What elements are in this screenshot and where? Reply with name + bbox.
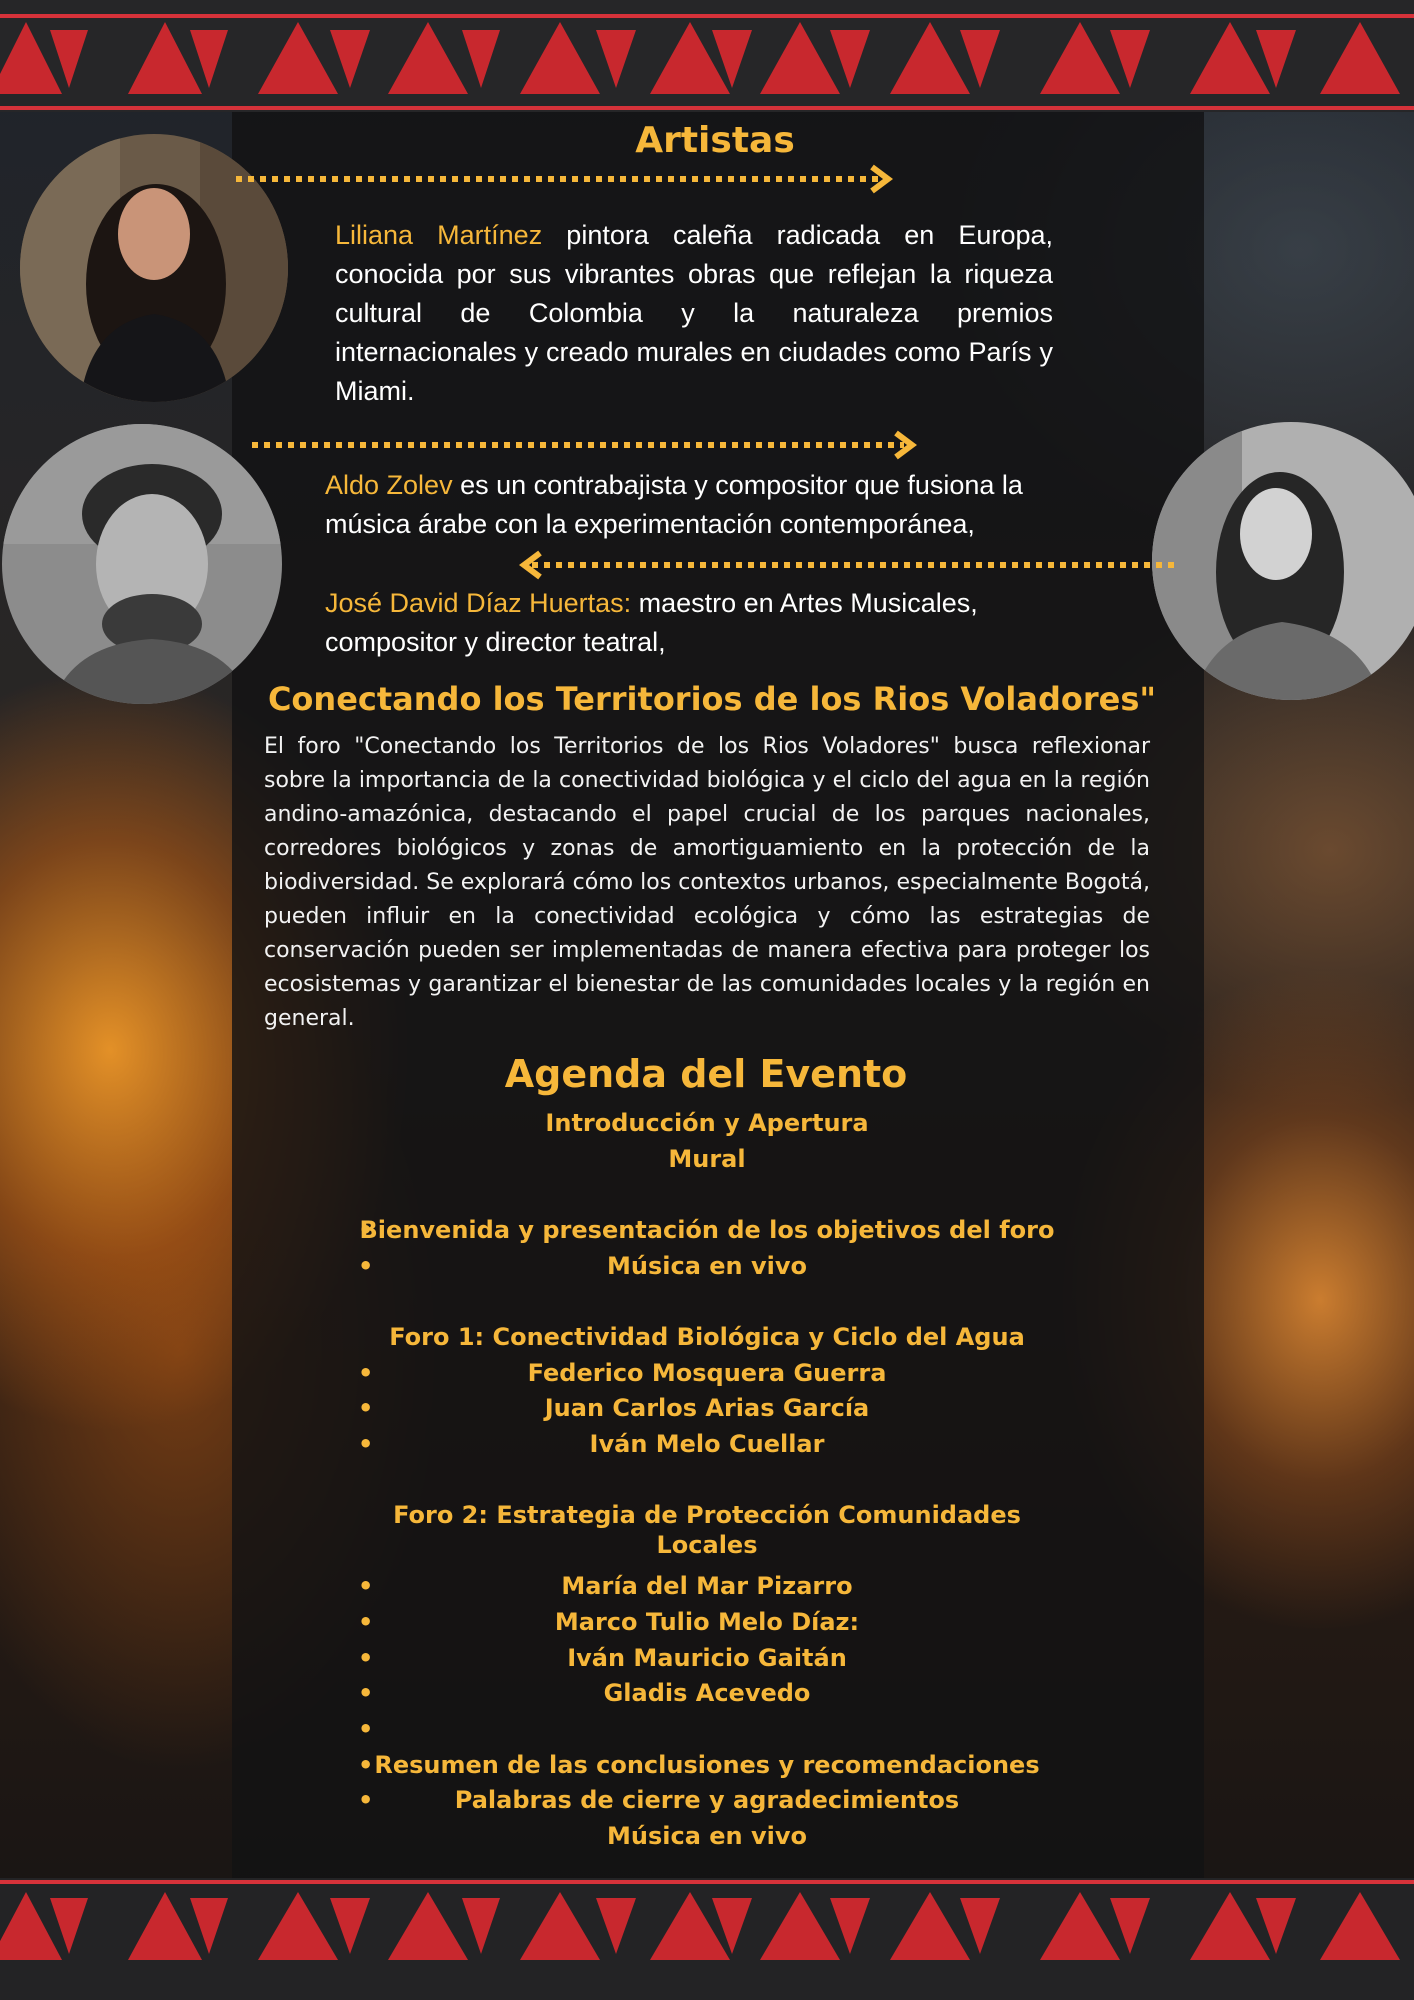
- agenda-resumen: • Resumen de las conclusiones y recomendaciones: [352, 1750, 1062, 1780]
- forum-description: El foro "Conectando los Territorios de los Rios Voladores" busca reflexionar sobre la importancia de la conectividad biológica y el ciclo del agua en la región andino-amazónica, destacando el papel crucial de los parques nacionales, corredores biológicos y zonas de amortiguamiento en la protección de la biodiversidad. Se explorará cómo los contextos urbanos, especialmente Bogotá, pueden influir en la conectividad ecológica y cómo las estrategias de conservación pueden ser implementadas de manera efectiva para proteger los ecosistemas y garantizar el bienestar de las comunidades locales y la región en general.: [264, 734, 1150, 1031]
- agenda-title: Agenda del Evento: [504, 1052, 908, 1096]
- artist-name-jose: José David Díaz Huertas:: [325, 588, 632, 618]
- agenda-cierre: • Palabras de cierre y agradecimientos: [352, 1785, 1062, 1815]
- artists-heading: Artistas: [635, 120, 795, 161]
- agenda-mural: Mural: [668, 1145, 746, 1173]
- agenda-foro2-speaker: • Marco Tulio Melo Díaz:: [352, 1607, 1062, 1637]
- artist-text-jose: maestro en Artes Musicales, compositor y director teatral,: [325, 588, 978, 657]
- arrow-right-2: [250, 430, 920, 460]
- artist-text-aldo: es un contrabajista y compositor que fusiona la música árabe con la experimentación contemporánea,: [325, 470, 1023, 539]
- agenda-intro: Introducción y Apertura: [545, 1109, 869, 1137]
- bottom-decorative-band: [0, 1878, 1414, 2000]
- agenda-bienvenida: • Bienvenida y presentación de los objetivos del foro: [352, 1215, 1062, 1245]
- agenda-foro2-title: Foro 2: Estrategia de Protección Comunidades Locales: [393, 1501, 1021, 1559]
- agenda-foro1-speaker: • Iván Melo Cuellar: [352, 1429, 1062, 1459]
- agenda-foro1-speaker: • Juan Carlos Arias García: [352, 1393, 1062, 1423]
- arrow-left-1: [518, 550, 1182, 580]
- agenda-musica-1: • Música en vivo: [352, 1251, 1062, 1281]
- agenda-foro2-speaker: • María del Mar Pizarro: [352, 1571, 1062, 1601]
- artist-name-liliana: Liliana Martínez: [335, 220, 543, 250]
- bio-aldo: [325, 466, 1065, 544]
- artist-text-liliana: pintora caleña radicada en Europa, conocida por sus vibrantes obras que reflejan la riqueza cultural de Colombia y la naturaleza premios internacionales y creado murales en ciudades como París y Miami.: [335, 220, 1053, 406]
- forum-title: Conectando los Territorios de los Rios Voladores": [267, 680, 1157, 718]
- artist-name-aldo: Aldo Zolev: [325, 470, 453, 500]
- bio-liliana: [335, 216, 1053, 411]
- agenda-foro1-speaker: • Federico Mosquera Guerra: [352, 1358, 1062, 1388]
- arrow-right-1: [232, 164, 902, 194]
- agenda-foro1-title: Foro 1: Conectividad Biológica y Ciclo del Agua: [389, 1323, 1025, 1351]
- agenda-foro2-speaker: • Iván Mauricio Gaitán: [352, 1643, 1062, 1673]
- bio-jose: [325, 584, 1065, 662]
- agenda-foro2-speaker: • Gladis Acevedo: [352, 1678, 1062, 1708]
- agenda-musica-2: Música en vivo: [607, 1822, 807, 1850]
- photo-jose-david-diaz: [1152, 422, 1414, 700]
- top-decorative-band: [0, 0, 1414, 112]
- photo-aldo-zolev: [2, 424, 282, 704]
